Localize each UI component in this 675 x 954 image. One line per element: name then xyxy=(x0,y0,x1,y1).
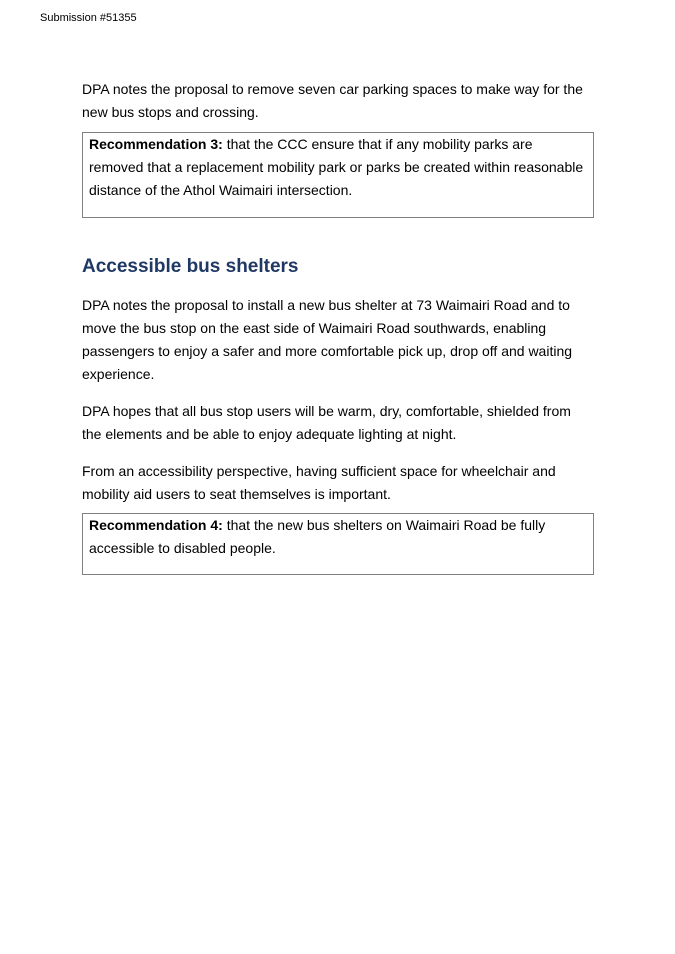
intro-paragraph: DPA notes the proposal to remove seven car parking spaces to make way for the new bus stops and crossing. xyxy=(82,81,583,120)
recommendation-4-text: that the new bus shelters on Waimairi Road be fully accessible to disabled people. xyxy=(89,517,546,556)
recommendation-3-box xyxy=(82,132,594,218)
section-heading: Accessible bus shelters xyxy=(82,256,299,277)
recommendation-3-text: that the CCC ensure that if any mobility parks are removed that a replacement mobility park or parks be created within reasonable distance of the Athol Waimairi intersection. xyxy=(89,136,584,198)
recommendation-4-label: Recommendation 4: xyxy=(89,517,223,533)
recommendation-3-label: Recommendation 3: xyxy=(89,136,223,152)
section-paragraph-1: DPA notes the proposal to install a new bus shelter at 73 Waimairi Road and to move the bus stop on the east side of Waimairi Road southwards, enabling passengers to enjoy a safer and more comfortable pick up, drop off and waiting experience. xyxy=(82,297,573,382)
section-paragraph-2: DPA hopes that all bus stop users will be warm, dry, comfortable, shielded from the elements and be able to enjoy adequate lighting at night. xyxy=(82,403,571,442)
section-paragraph-3: From an accessibility perspective, having sufficient space for wheelchair and mobility aid users to seat themselves is important. xyxy=(82,463,556,502)
submission-number: Submission #51355 xyxy=(40,12,137,24)
section-body xyxy=(82,294,594,506)
document-body xyxy=(82,78,594,575)
recommendation-4-box xyxy=(82,513,594,575)
